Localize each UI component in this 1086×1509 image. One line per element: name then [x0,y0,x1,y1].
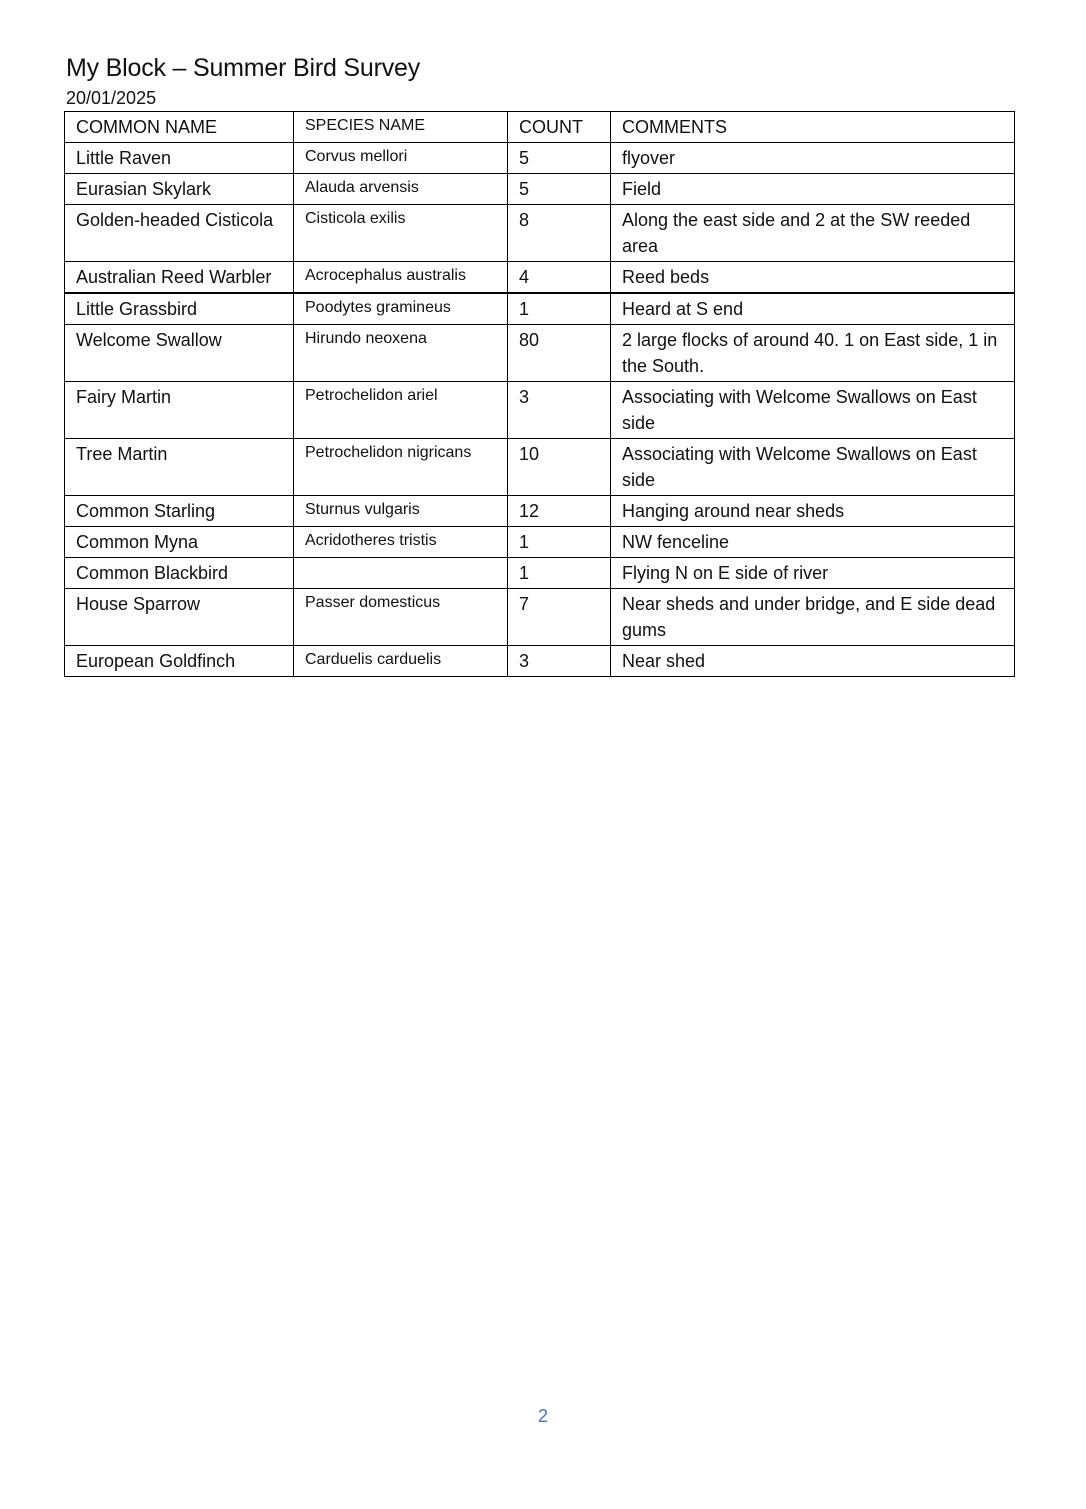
count-cell: 80 [508,325,611,382]
species-name-cell: Acridotheres tristis [294,527,508,558]
comment-cell: Near sheds and under bridge, and E side dead gums [611,589,1015,646]
count-cell: 5 [508,174,611,205]
common-name-cell: Australian Reed Warbler [65,262,294,294]
count-cell: 5 [508,143,611,174]
common-name-cell: Little Raven [65,143,294,174]
count-cell: 12 [508,496,611,527]
species-name-cell: Carduelis carduelis [294,646,508,677]
table-row [65,325,1015,382]
table-row [65,143,1015,174]
table-row [65,527,1015,558]
count-cell: 8 [508,205,611,262]
common-name-cell: Fairy Martin [65,382,294,439]
table-row [65,174,1015,205]
comment-cell: 2 large flocks of around 40. 1 on East side, 1 in the South. [611,325,1015,382]
comment-cell: Associating with Welcome Swallows on East side [611,382,1015,439]
table-row [65,205,1015,262]
page-number: 2 [537,1406,548,1426]
species-name-cell: Cisticola exilis [294,205,508,262]
header-count: COUNT [508,112,611,143]
common-name-cell: Common Blackbird [65,558,294,589]
species-name-cell: Passer domesticus [294,589,508,646]
comment-cell: flyover [611,143,1015,174]
comment-cell: Associating with Welcome Swallows on East side [611,439,1015,496]
common-name-cell: Eurasian Skylark [65,174,294,205]
document-title: My Block – Summer Bird Survey [66,54,421,82]
species-name-cell: Hirundo neoxena [294,325,508,382]
count-cell: 7 [508,589,611,646]
count-cell: 1 [508,293,611,325]
comment-cell: Reed beds [611,262,1015,294]
table-row [65,262,1015,294]
table-row [65,382,1015,439]
count-cell: 3 [508,382,611,439]
common-name-cell: Little Grassbird [65,293,294,325]
table-row [65,589,1015,646]
species-name-cell [294,558,508,589]
common-name-cell: Tree Martin [65,439,294,496]
comment-cell: Heard at S end [611,293,1015,325]
common-name-cell: Welcome Swallow [65,325,294,382]
species-name-cell: Corvus mellori [294,143,508,174]
count-cell: 4 [508,262,611,294]
comment-cell: Along the east side and 2 at the SW reeded area [611,205,1015,262]
bird-survey-table [64,111,1015,677]
table-row [65,558,1015,589]
species-name-cell: Petrochelidon nigricans [294,439,508,496]
header-species-name: SPECIES NAME [294,112,508,143]
table-row [65,646,1015,677]
count-cell: 10 [508,439,611,496]
species-name-cell: Petrochelidon ariel [294,382,508,439]
comment-cell: Flying N on E side of river [611,558,1015,589]
table-row [65,439,1015,496]
count-cell: 1 [508,558,611,589]
species-name-cell: Poodytes gramineus [294,293,508,325]
species-name-cell: Alauda arvensis [294,174,508,205]
common-name-cell: Common Myna [65,527,294,558]
comment-cell: NW fenceline [611,527,1015,558]
common-name-cell: Golden-headed Cisticola [65,205,294,262]
comment-cell: Hanging around near sheds [611,496,1015,527]
survey-date: 20/01/2025 [66,88,157,108]
common-name-cell: European Goldfinch [65,646,294,677]
comment-cell: Field [611,174,1015,205]
common-name-cell: House Sparrow [65,589,294,646]
species-name-cell: Sturnus vulgaris [294,496,508,527]
header-common-name: COMMON NAME [65,112,294,143]
table-header-row [65,112,1015,143]
table-row [65,496,1015,527]
table-row [65,293,1015,325]
common-name-cell: Common Starling [65,496,294,527]
species-name-cell: Acrocephalus australis [294,262,508,294]
count-cell: 3 [508,646,611,677]
count-cell: 1 [508,527,611,558]
comment-cell: Near shed [611,646,1015,677]
header-comments: COMMENTS [611,112,1015,143]
